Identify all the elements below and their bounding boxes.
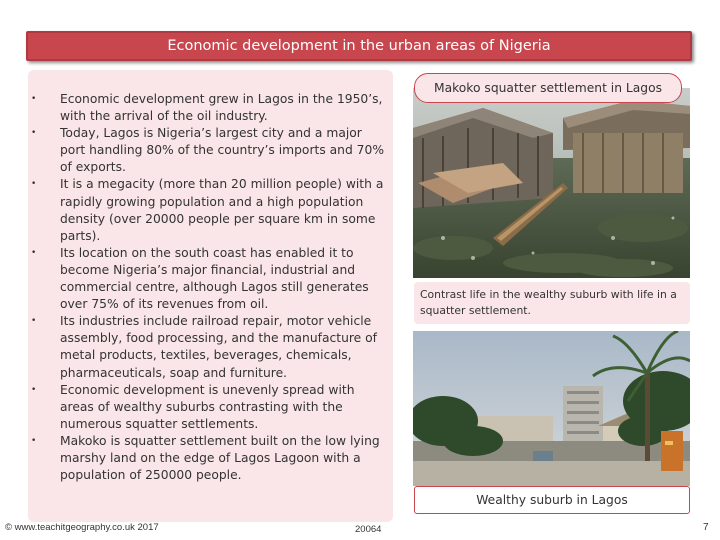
copyright-text: © www.teachitgeography.co.uk 2017 <box>5 522 159 533</box>
bullet-icon: • <box>31 435 37 446</box>
bullet-item <box>28 91 393 125</box>
bullet-text: Economic development is unevenly spread with areas of wealthy suburbs contrasting with the numerous squatter settlements. <box>60 382 355 431</box>
makoko-caption: Makoko squatter settlement in Lagos <box>414 73 682 103</box>
bullet-icon: • <box>31 247 37 258</box>
bullet-text: Its location on the south coast has enabled it to become Nigeria’s major financial, industrial and commercial centre, although Lagos still generates over 75% of its revenues from oil. <box>60 245 369 312</box>
bullet-icon: • <box>31 94 37 104</box>
page-title: Economic development in the urban areas of Nigeria <box>26 31 692 61</box>
bullet-text: Makoko is squatter settlement built on the low lying marshy land on the edge of Lagos Lagoon with a population of 250000 people. <box>60 433 380 483</box>
bullet-text: Today, Lagos is Nigeria’s largest city and a major port handling 80% of the country’s imports and 70% of exports. <box>60 126 385 175</box>
bullet-item <box>28 313 393 381</box>
bullet-icon: • <box>31 316 37 327</box>
bullet-icon: • <box>31 128 37 139</box>
bullet-text: Economic development grew in Lagos in the 1950’s, with the arrival of the oil industry. <box>60 92 383 124</box>
bullet-item <box>28 245 393 313</box>
contrast-caption: Contrast life in the wealthy suburb with life in a squatter settlement. <box>414 282 690 324</box>
bullet-list <box>28 91 393 484</box>
bullet-icon: • <box>31 179 37 190</box>
bullet-text: It is a megacity (more than 20 million people) with a rapidly growing population and a high population density (over 20000 people per square km in some parts). <box>60 177 384 243</box>
page-number: 7 <box>703 522 709 533</box>
bullet-item <box>28 125 393 176</box>
bullet-text: Its industries include railroad repair, motor vehicle assembly, food processing, and the manufacture of metal products, textiles, beverages, chemicals, pharmaceuticals, soap and furniture. <box>60 314 377 380</box>
bullet-icon: • <box>31 384 37 395</box>
wealthy-suburb-caption: Wealthy suburb in Lagos <box>414 486 690 514</box>
document-code: 20064 <box>355 524 382 535</box>
bullet-item <box>28 433 393 484</box>
bullet-text-panel <box>28 70 393 522</box>
wealthy-suburb-photo <box>413 331 690 486</box>
squatter-settlement-photo <box>413 88 690 278</box>
bullet-item <box>28 382 393 433</box>
bullet-item <box>28 176 393 244</box>
